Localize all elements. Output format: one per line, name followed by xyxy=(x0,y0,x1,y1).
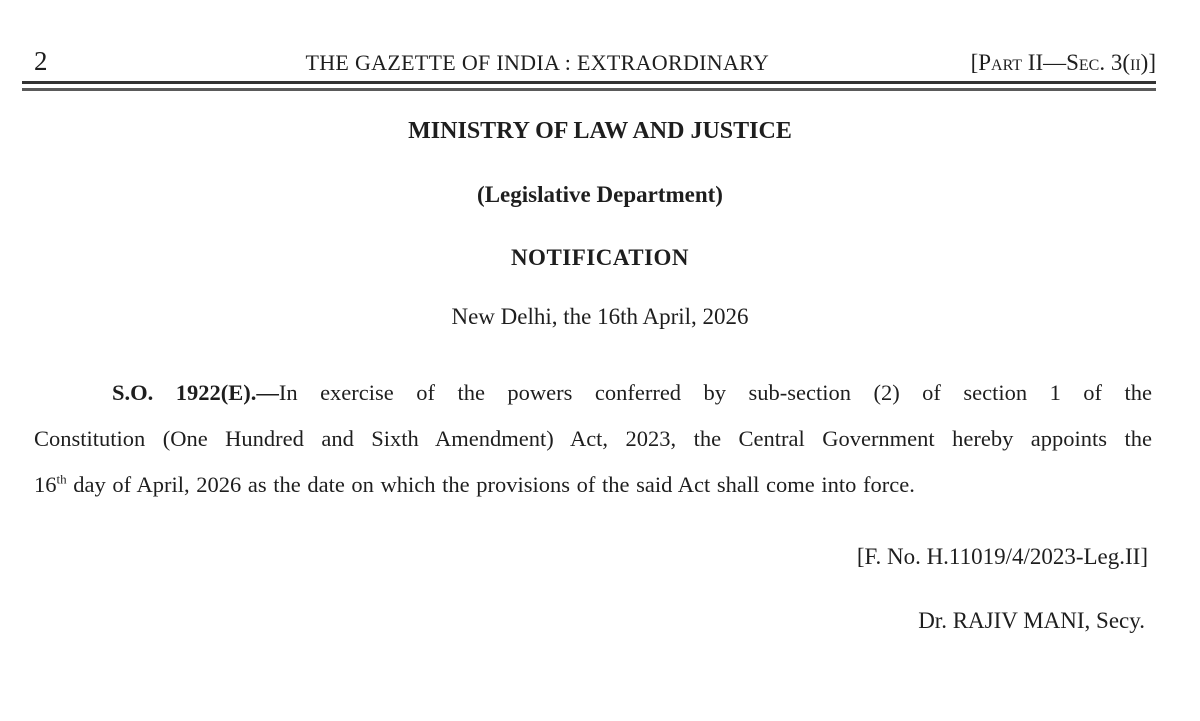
body-line-3-text: day of April, 2026 as the date on which the provisions of the said Act shall come into force. xyxy=(66,472,915,497)
body-line-2 xyxy=(34,416,1152,462)
effective-day-number: 16 xyxy=(34,472,57,497)
page-number: 2 xyxy=(34,46,48,76)
file-number: [F. No. H.11019/4/2023-Leg.II] xyxy=(856,544,1148,569)
header-divider-rule xyxy=(22,81,1156,91)
body-line-3 xyxy=(34,462,1152,508)
dateline: New Delhi, the 16th April, 2026 xyxy=(451,304,749,329)
signatory: Dr. RAJIV MANI, Secy. xyxy=(918,608,1145,633)
so-number: S.O. 1922(E).— xyxy=(112,380,279,405)
gazette-title: THE GAZETTE OF INDIA : EXTRAORDINARY xyxy=(305,50,770,75)
part-section-label: [Part II—Sec. 3(ii)] xyxy=(970,50,1156,75)
ordinal-superscript: th xyxy=(56,471,67,487)
body-line-1-text: In exercise of the powers conferred by sub-section (2) of section 1 of the xyxy=(278,380,1152,405)
notification-body xyxy=(34,370,1152,508)
body-line-2-text: Constitution (One Hundred and Sixth Amendment) Act, 2023, the Central Government hereby appoints the xyxy=(34,426,1152,451)
notification-heading: NOTIFICATION xyxy=(510,245,690,270)
running-header xyxy=(34,46,1156,77)
ministry-heading: MINISTRY OF LAW AND JUSTICE xyxy=(408,118,792,144)
department-heading: (Legislative Department) xyxy=(477,182,723,207)
gazette-page xyxy=(0,46,1200,721)
body-line-1 xyxy=(34,370,1152,416)
